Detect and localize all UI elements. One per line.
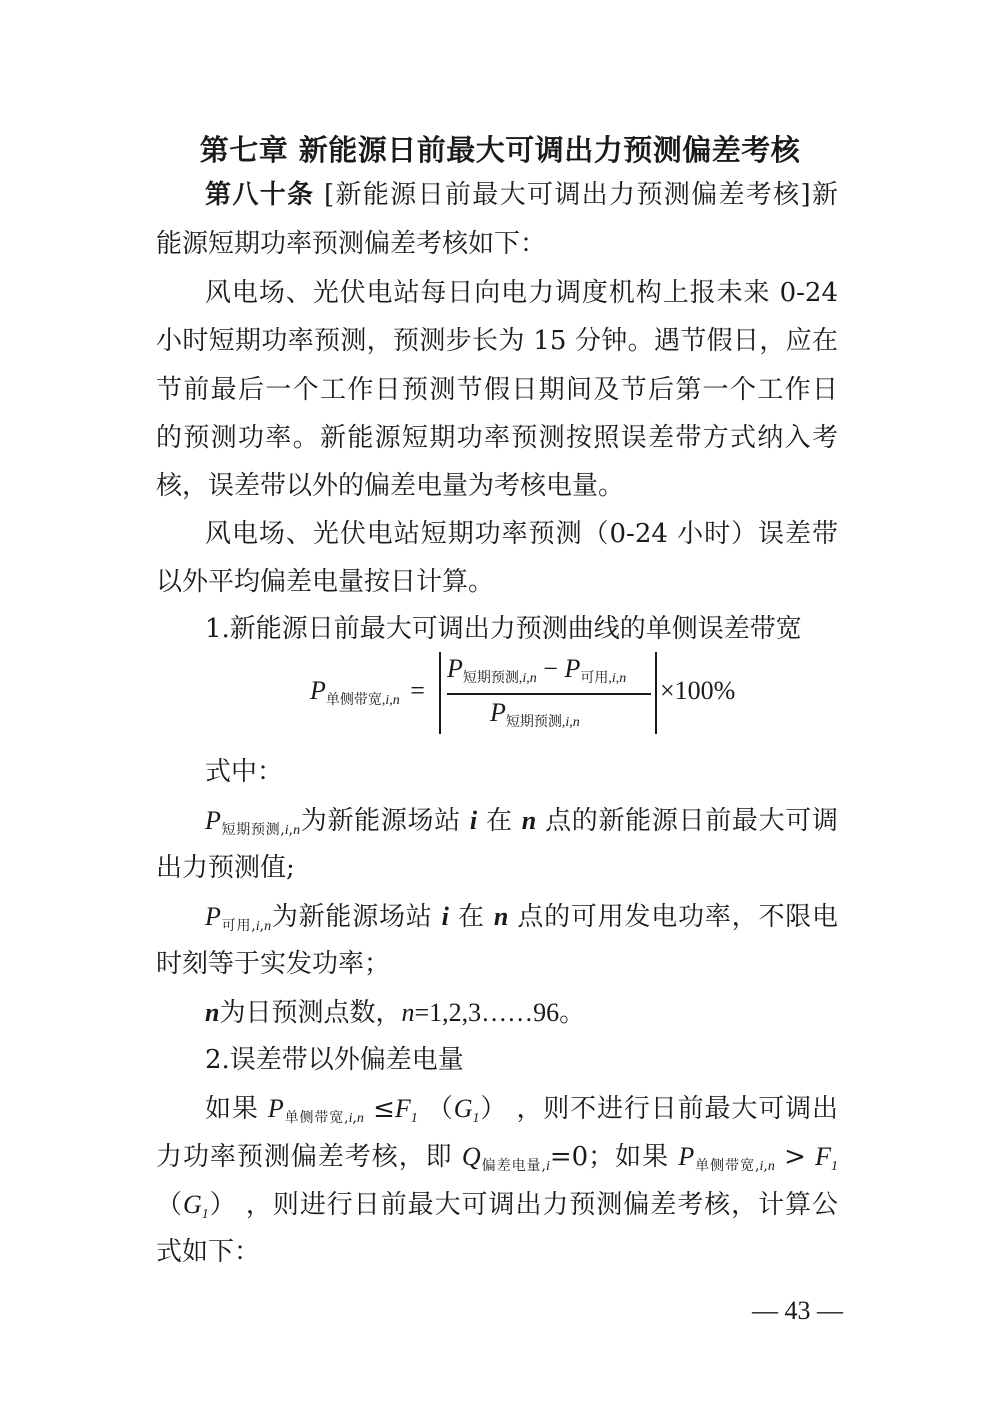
para1-line-3: 节前最后一个工作日预测节假日期间及节后第一个工作日: [156, 375, 838, 405]
formula-numerator: $P_{短期预测,i,n} - P_{可用,i,n}$: [447, 654, 627, 686]
page-number: — 43 —: [752, 1296, 843, 1325]
band-width-formula: [310, 648, 750, 738]
para1-line-2: 小时短期功率预测，预测步长为 15 分钟。遇节假日，应在: [156, 326, 838, 356]
formula-denominator: $P_{短期预测,i,n}$: [490, 698, 580, 730]
cond-line-1: 如果 $P_{单侧带宽,i,n} \le F_1$ $(G_1)$ ，则不进行日前最大可调出: [205, 1094, 838, 1126]
article-label: 第八十条: [205, 180, 315, 210]
chapter-title: 第七章 新能源日前最大可调出力预测偏差考核: [199, 133, 801, 167]
article-line-1: [205, 180, 838, 211]
abs-bar-right: [655, 652, 657, 734]
para1-line-1: 风电场、光伏电站每日向电力调度机构上报未来 0-24: [205, 278, 838, 308]
formula-percent: ×100%: [660, 676, 736, 705]
def1-line-2: 出力预测值;: [156, 853, 295, 883]
cond-line-2: 力功率预测偏差考核，即 $Q_{偏差电量,i}=0$；如果 $P_{单侧带宽,i,n} > F_1$: [156, 1142, 839, 1174]
para1-line-5: 核，误差带以外的偏差电量为考核电量。: [156, 471, 625, 501]
cond-line-4: 式如下：: [156, 1237, 261, 1267]
article-heading: [新能源日前最大可调出力预测偏差考核]新: [324, 180, 838, 210]
where-label: 式中：: [205, 757, 284, 787]
def3-line: n为日预测点数，n=1,2,3……96。: [205, 998, 586, 1028]
def2-line-2: 时刻等于实发功率；: [156, 949, 391, 979]
fraction-line: [447, 693, 651, 695]
item2-heading: 2.误差带以外偏差电量: [205, 1045, 464, 1075]
cond-line-3: $(G_1)$ ，则进行日前最大可调出力预测偏差考核，计算公: [156, 1190, 838, 1222]
item1-heading: 1.新能源日前最大可调出力预测曲线的单侧误差带宽: [205, 614, 802, 644]
article-line-2: 能源短期功率预测偏差考核如下：: [156, 229, 547, 259]
formula-lhs: $P_{单侧带宽,i,n}$ =: [310, 676, 425, 708]
para2-line-2: 以外平均偏差电量按日计算。: [156, 567, 495, 597]
para2-line-1: 风电场、光伏电站短期功率预测（0-24 小时）误差带: [205, 519, 838, 549]
abs-bar-left: [439, 652, 441, 734]
para1-line-4: 的预测功率。新能源短期功率预测按照误差带方式纳入考: [156, 423, 838, 453]
def1-line-1: $P_{短期预测,i,n}$为新能源场站 i 在 n 点的新能源日前最大可调: [205, 806, 838, 838]
def2-line-1: $P_{可用,i,n}$为新能源场站 i 在 n 点的可用发电功率，不限电: [205, 902, 839, 934]
